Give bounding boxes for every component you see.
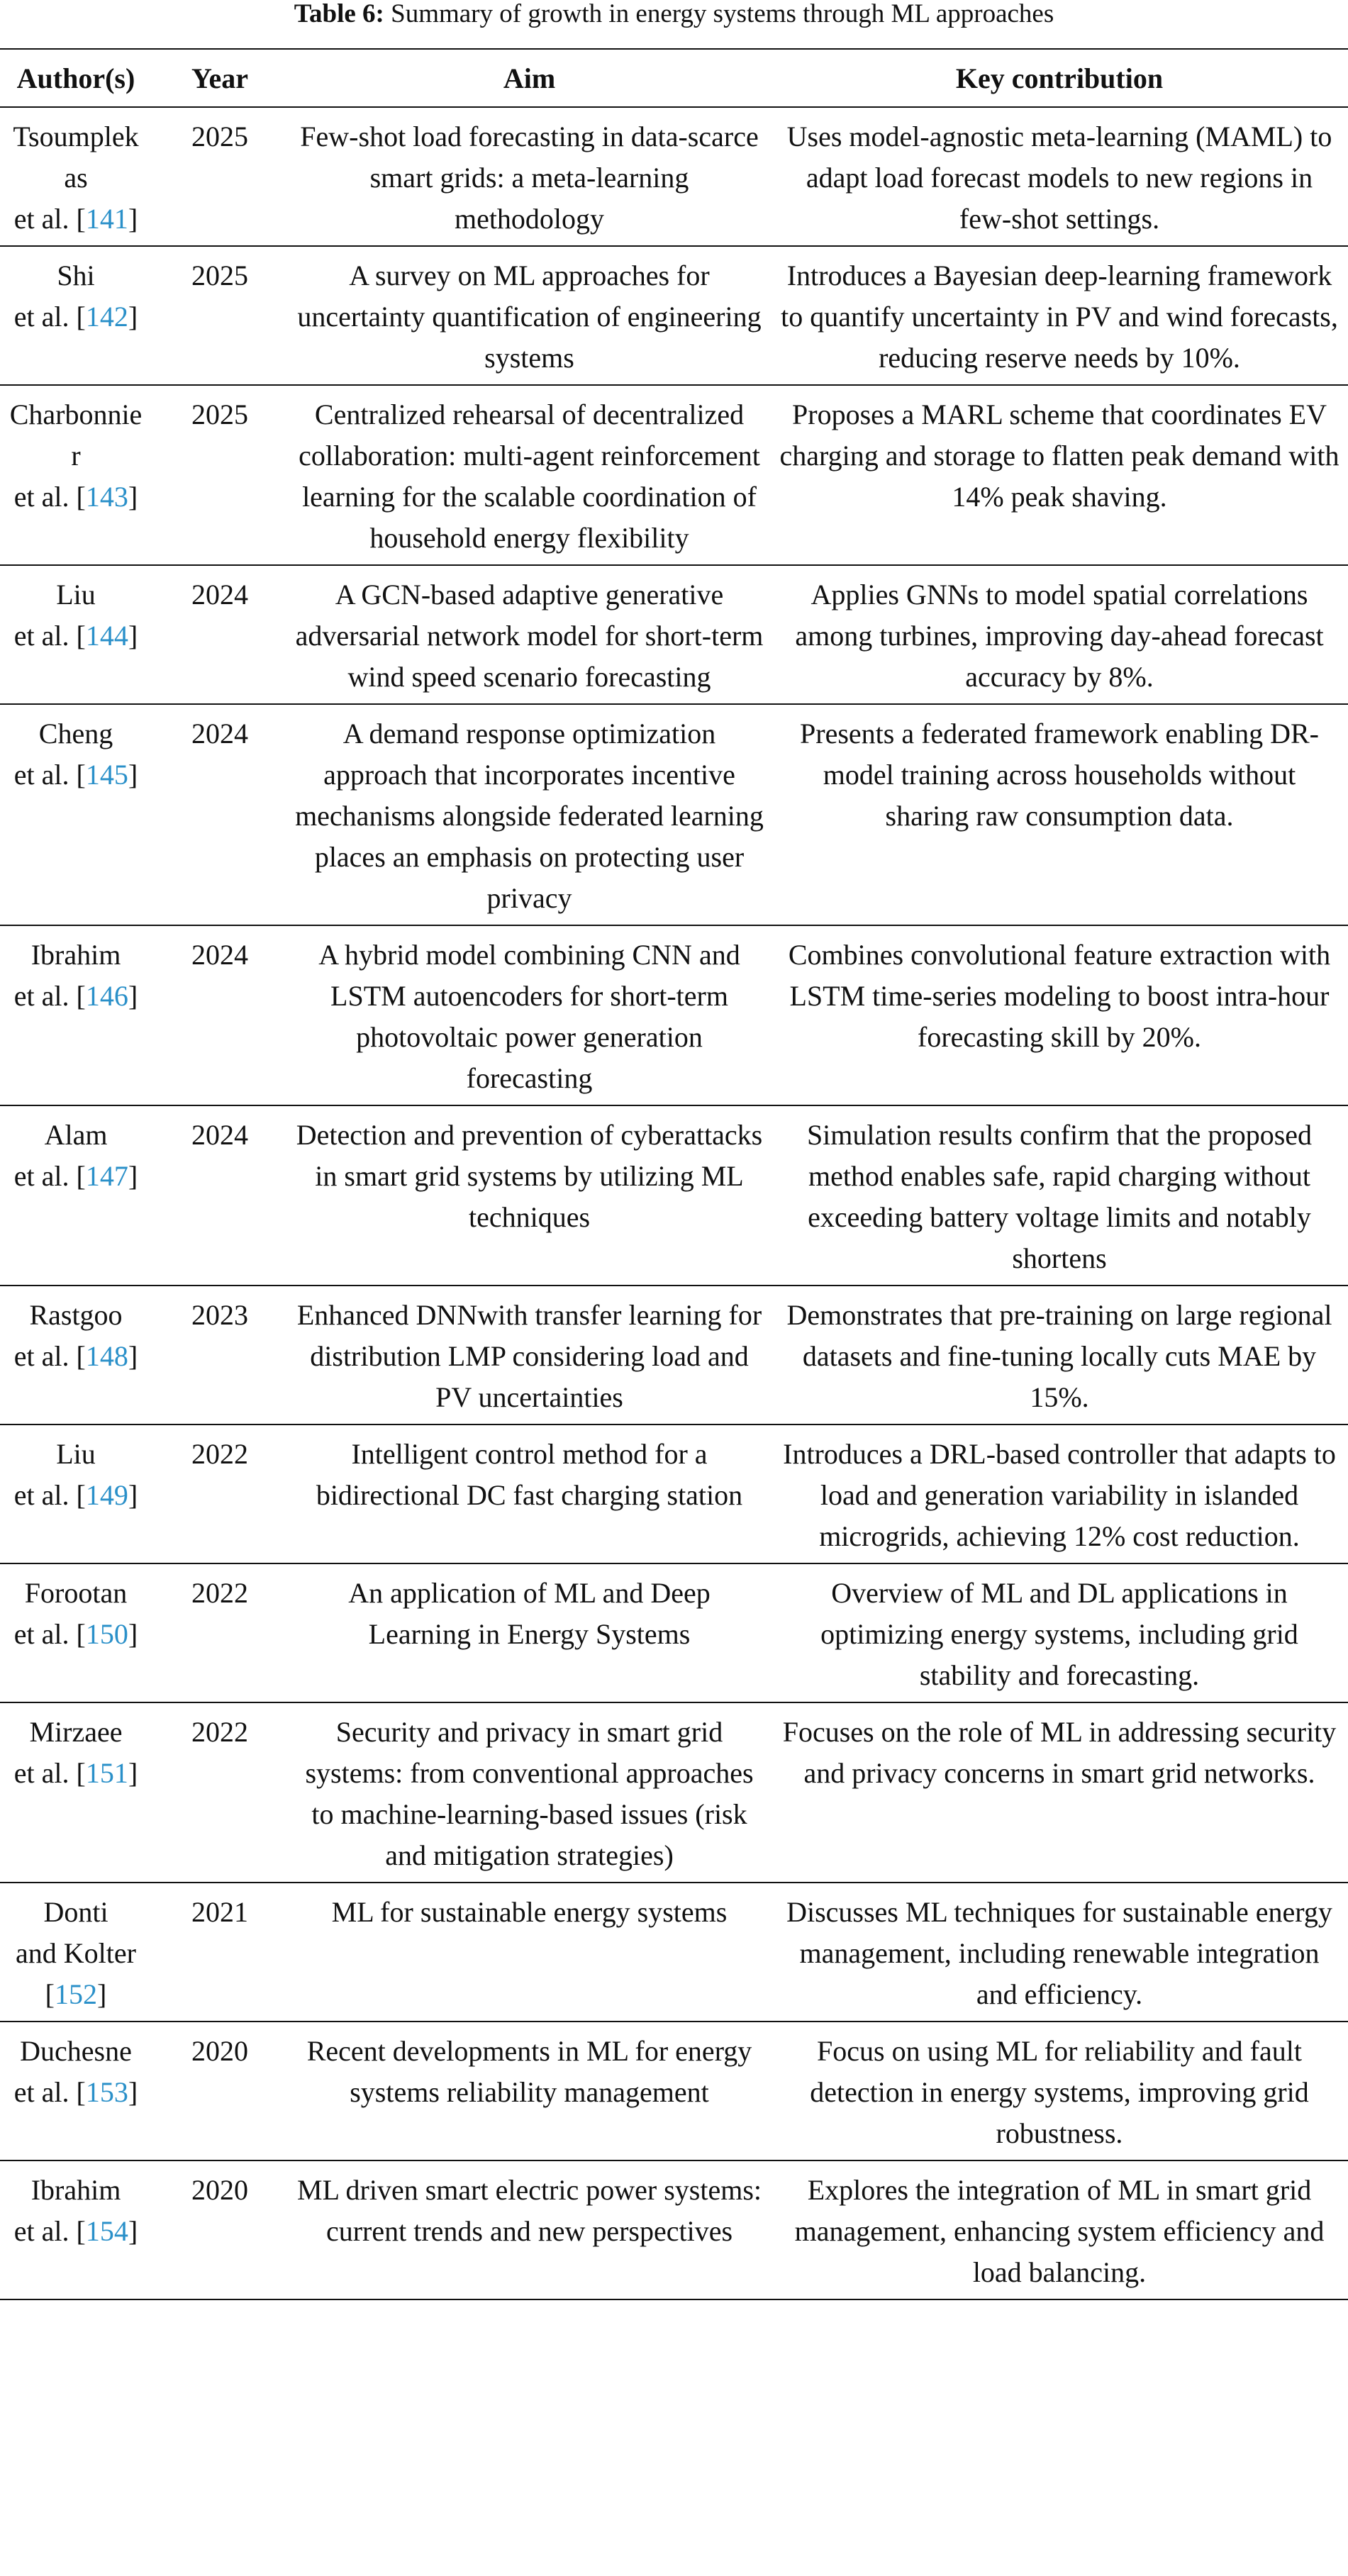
citation-link[interactable]: 146: [85, 980, 128, 1012]
cell-key-contribution: Focuses on the role of ML in addressing security and privacy concerns in smart grid networks.: [771, 1702, 1348, 1883]
cell-key-contribution: Uses model-agnostic meta-learning (MAML) to adapt load forecast models to new regions in few-shot settings.: [771, 107, 1348, 246]
citation-close: ]: [128, 203, 138, 235]
cell-aim: Security and privacy in smart grid systems: from conventional approaches to machine-learning-based issues (risk and mitigation strategies): [288, 1702, 771, 1883]
cell-aim: Centralized rehearsal of decentralized collaboration: multi-agent reinforcement learning for the scalable coordination of household energy flexibility: [288, 385, 771, 565]
summary-table: [0, 48, 1348, 2300]
citation-close: ]: [128, 620, 138, 652]
author-etal: et al. [: [13, 759, 86, 791]
cell-key-contribution: Introduces a DRL-based controller that adapts to load and generation variability in islanded microgrids, achieving 12% cost reduction.: [771, 1424, 1348, 1563]
author-name: Ibrahim: [30, 2174, 121, 2206]
author-etal: et al. [: [13, 203, 86, 235]
author-name: Forootan: [24, 1577, 128, 1609]
citation-close: ]: [128, 1479, 138, 1511]
author-name: Liu: [56, 1438, 96, 1470]
author-name: Ibrahim: [30, 939, 121, 971]
cell-aim: ML for sustainable energy systems: [288, 1883, 771, 2022]
cell-author: [0, 246, 152, 385]
cell-aim: Detection and prevention of cyberattacks in smart grid systems by utilizing ML techniques: [288, 1105, 771, 1286]
citation-link[interactable]: 154: [85, 2215, 128, 2247]
cell-author: [0, 1563, 152, 1702]
author-name: Charbonnier: [9, 398, 143, 472]
citation-link[interactable]: 143: [85, 481, 128, 513]
citation-link[interactable]: 153: [85, 2076, 128, 2108]
citation-close: ]: [128, 980, 138, 1012]
table-row: [0, 1286, 1348, 1424]
citation-link[interactable]: 144: [85, 620, 128, 652]
author-name: Rastgoo: [29, 1299, 123, 1331]
cell-year: 2021: [152, 1883, 288, 2022]
author-etal: et al. [: [13, 2076, 86, 2108]
cell-aim: Few-shot load forecasting in data-scarce smart grids: a meta-learning methodology: [288, 107, 771, 246]
citation-close: ]: [128, 2076, 138, 2108]
cell-key-contribution: Discusses ML techniques for sustainable energy management, including renewable integration and efficiency.: [771, 1883, 1348, 2022]
table-header: [0, 49, 1348, 107]
author-etal: et al. [: [13, 1757, 86, 1789]
cell-aim: A hybrid model combining CNN and LSTM autoencoders for short-term photovoltaic power generation forecasting: [288, 925, 771, 1105]
citation-link[interactable]: 147: [85, 1160, 128, 1192]
cell-key-contribution: Overview of ML and DL applications in optimizing energy systems, including grid stability and forecasting.: [771, 1563, 1348, 1702]
column-header-key-contribution: Key contribution: [771, 49, 1348, 107]
cell-author: [0, 1883, 152, 2022]
table-caption: [0, 0, 1348, 37]
table-caption-label: Table 6:: [294, 0, 384, 28]
citation-link[interactable]: 151: [85, 1757, 128, 1789]
table-caption-text: Summary of growth in energy systems through ML approaches: [391, 0, 1054, 28]
citation-close: ]: [128, 2215, 138, 2247]
cell-aim: A demand response optimization approach that incorporates incentive mechanisms alongside federated learning places an emphasis on protecting user privacy: [288, 704, 771, 925]
cell-year: 2022: [152, 1424, 288, 1563]
cell-year: 2024: [152, 1105, 288, 1286]
cell-key-contribution: Introduces a Bayesian deep-learning framework to quantify uncertainty in PV and wind forecasts, reducing reserve needs by 10%.: [771, 246, 1348, 385]
cell-author: [0, 2022, 152, 2160]
author-etal: et al. [: [13, 1479, 86, 1511]
citation-close: ]: [128, 301, 138, 333]
cell-aim: Intelligent control method for a bidirectional DC fast charging station: [288, 1424, 771, 1563]
author-name: Mirzaee: [29, 1716, 123, 1748]
citation-link[interactable]: 149: [85, 1479, 128, 1511]
table-row: [0, 1563, 1348, 1702]
author-etal: et al. [: [13, 1340, 86, 1372]
cell-year: 2025: [152, 107, 288, 246]
author-etal: et al. [: [13, 1618, 86, 1650]
author-etal: et al. [: [13, 620, 86, 652]
author-name: Tsoumplekas: [13, 121, 139, 194]
table-row: [0, 1105, 1348, 1286]
cell-aim: A GCN-based adaptive generative adversarial network model for short-term wind speed scenario forecasting: [288, 565, 771, 704]
table-row: [0, 704, 1348, 925]
table-row: [0, 1883, 1348, 2022]
cell-key-contribution: Combines convolutional feature extraction with LSTM time-series modeling to boost intra-hour forecasting skill by 20%.: [771, 925, 1348, 1105]
author-name: Duchesne: [20, 2035, 132, 2067]
table-row: [0, 246, 1348, 385]
table-row: [0, 1702, 1348, 1883]
citation-close: ]: [128, 1160, 138, 1192]
citation-link[interactable]: 142: [85, 301, 128, 333]
author-name: Alam: [44, 1119, 108, 1151]
author-etal: et al. [: [13, 301, 86, 333]
cell-year: 2024: [152, 704, 288, 925]
column-header-year: Year: [152, 49, 288, 107]
cell-year: 2020: [152, 2022, 288, 2160]
cell-author: [0, 1286, 152, 1424]
cell-author: [0, 925, 152, 1105]
citation-close: ]: [128, 481, 138, 513]
column-header-aim: Aim: [288, 49, 771, 107]
cell-key-contribution: Focus on using ML for reliability and fault detection in energy systems, improving grid robustness.: [771, 2022, 1348, 2160]
table-body: [0, 107, 1348, 2299]
citation-close: ]: [128, 1618, 138, 1650]
cell-author: [0, 565, 152, 704]
cell-key-contribution: Explores the integration of ML in smart grid management, enhancing system efficiency and load balancing.: [771, 2160, 1348, 2299]
author-name: Shi: [57, 260, 95, 291]
citation-link[interactable]: 148: [85, 1340, 128, 1372]
header-row: [0, 49, 1348, 107]
cell-year: 2020: [152, 2160, 288, 2299]
cell-aim: ML driven smart electric power systems: current trends and new perspectives: [288, 2160, 771, 2299]
cell-author: [0, 385, 152, 565]
cell-key-contribution: Presents a federated framework enabling DR-model training across households without sharing raw consumption data.: [771, 704, 1348, 925]
cell-key-contribution: Simulation results confirm that the proposed method enables safe, rapid charging without exceeding battery voltage limits and notably shortens: [771, 1105, 1348, 1286]
cell-author: [0, 704, 152, 925]
author-name: Donti: [43, 1896, 108, 1928]
table-row: [0, 385, 1348, 565]
cell-author: [0, 1105, 152, 1286]
author-etal: et al. [: [13, 980, 86, 1012]
cell-aim: Enhanced DNNwith transfer learning for distribution LMP considering load and PV uncertainties: [288, 1286, 771, 1424]
citation-close: ]: [128, 759, 138, 791]
citation-close: ]: [128, 1340, 138, 1372]
table-row: [0, 565, 1348, 704]
cell-author: [0, 107, 152, 246]
cell-aim: Recent developments in ML for energy systems reliability management: [288, 2022, 771, 2160]
cell-author: [0, 1702, 152, 1883]
citation-close: ]: [97, 1978, 107, 2010]
table-row: [0, 2160, 1348, 2299]
cell-author: [0, 1424, 152, 1563]
cell-aim: An application of ML and Deep Learning in Energy Systems: [288, 1563, 771, 1702]
cell-year: 2025: [152, 246, 288, 385]
author-etal: et al. [: [13, 481, 86, 513]
citation-link[interactable]: 145: [85, 759, 128, 791]
author-etal: et al. [: [13, 2215, 86, 2247]
author-etal: and Kolter [: [16, 1937, 136, 2010]
cell-key-contribution: Proposes a MARL scheme that coordinates EV charging and storage to flatten peak demand with 14% peak shaving.: [771, 385, 1348, 565]
table-row: [0, 1424, 1348, 1563]
cell-key-contribution: Applies GNNs to model spatial correlations among turbines, improving day-ahead forecast accuracy by 8%.: [771, 565, 1348, 704]
cell-year: 2025: [152, 385, 288, 565]
cell-key-contribution: Demonstrates that pre-training on large regional datasets and fine-tuning locally cuts MAE by 15%.: [771, 1286, 1348, 1424]
cell-author: [0, 2160, 152, 2299]
author-name: Liu: [56, 579, 96, 610]
cell-aim: A survey on ML approaches for uncertainty quantification of engineering systems: [288, 246, 771, 385]
citation-close: ]: [128, 1757, 138, 1789]
citation-link[interactable]: 152: [55, 1978, 97, 2010]
citation-link[interactable]: 141: [85, 203, 128, 235]
cell-year: 2022: [152, 1563, 288, 1702]
cell-year: 2022: [152, 1702, 288, 1883]
citation-link[interactable]: 150: [85, 1618, 128, 1650]
author-etal: et al. [: [13, 1160, 86, 1192]
column-header-author: Author(s): [0, 49, 152, 107]
cell-year: 2023: [152, 1286, 288, 1424]
table-row: [0, 925, 1348, 1105]
cell-year: 2024: [152, 925, 288, 1105]
table-row: [0, 2022, 1348, 2160]
table-row: [0, 107, 1348, 246]
author-name: Cheng: [38, 718, 113, 749]
cell-year: 2024: [152, 565, 288, 704]
